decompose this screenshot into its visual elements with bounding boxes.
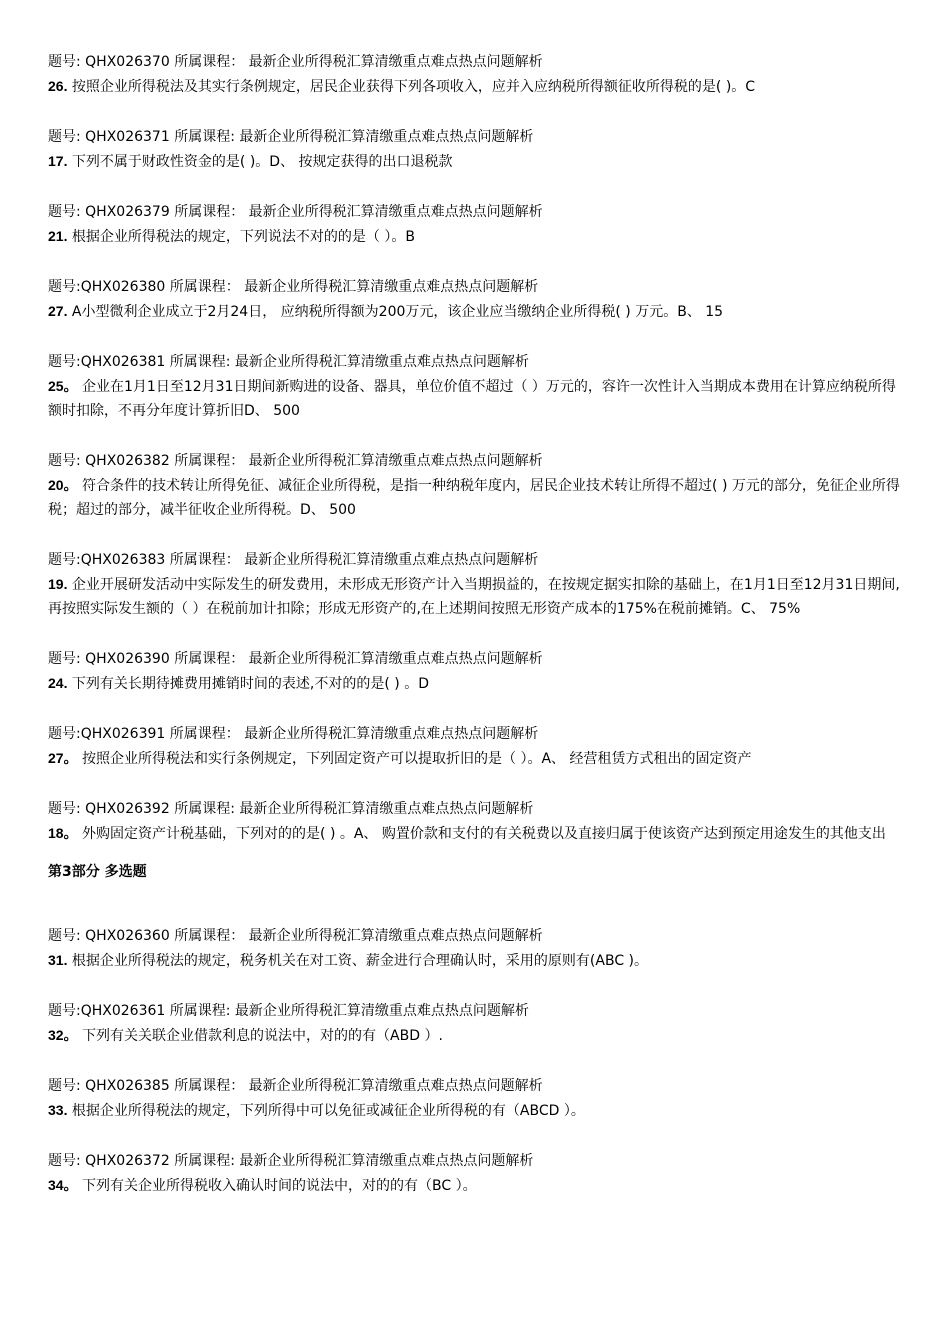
question-body: 按照企业所得税法和实行条例规定，下列固定资产可以提取折旧的是（ ）。A、 经营租赁方式租出的固定资产 [77,751,752,767]
question-block [48,924,906,973]
question-meta: 题号:QHX026361 所属课程: 最新企业所得税汇算清缴重点难点热点问题解析 [48,1003,529,1019]
question-number: 33. [48,1102,68,1118]
question-text [48,374,906,423]
question-meta: 题号: QHX026385 所属课程： 最新企业所得税汇算清缴重点难点热点问题解析 [48,1078,543,1094]
question-text [48,473,906,522]
question-body: 外购固定资产计税基础，下列对的的是( ) 。A、 购置价款和支付的有关税费以及直接归属于使该资产达到预定用途发生的其他支出 [77,826,886,842]
question-body: 根据企业所得税法的规定，下列所得中可以免征或减征企业所得税的有（ABCD ）。 [67,1103,585,1119]
question-number: 26. [48,78,68,94]
question-block [48,125,906,174]
question-text [48,224,906,249]
question-meta: 题号: QHX026382 所属课程： 最新企业所得税汇算清缴重点难点热点问题解析 [48,453,543,469]
question-meta: 题号: QHX026392 所属课程: 最新企业所得税汇算清缴重点难点热点问题解析 [48,801,534,817]
question-block [48,1149,906,1198]
document-page [48,50,906,1224]
question-meta: 题号: QHX026379 所属课程： 最新企业所得税汇算清缴重点难点热点问题解析 [48,204,543,220]
question-body: 企业在1月1日至12月31日期间新购进的设备、器具，单位价值不超过（ ）万元的，容许一次性计入当期成本费用在计算应纳税所得额时扣除，不再分年度计算折旧D、 500 [48,379,896,419]
question-text [48,948,906,973]
question-meta: 题号: QHX026372 所属课程: 最新企业所得税汇算清缴重点难点热点问题解析 [48,1153,534,1169]
question-number: 21. [48,228,68,244]
question-number: 25。 [48,378,78,394]
question-number: 17. [48,153,68,169]
question-number: 27。 [48,750,78,766]
question-text [48,572,906,621]
question-block [48,50,906,99]
question-block [48,275,906,324]
question-text [48,149,906,174]
question-text [48,1173,906,1198]
question-text [48,671,906,696]
question-block [48,200,906,249]
question-meta: 题号: QHX026360 所属课程： 最新企业所得税汇算清缴重点难点热点问题解析 [48,928,543,944]
question-number: 18。 [48,825,78,841]
question-number: 24. [48,675,68,691]
section-title: 第3部分 多选题 [48,864,147,880]
question-block [48,548,906,621]
question-text [48,1023,906,1048]
question-text [48,299,906,324]
question-block [48,722,906,771]
question-block [48,350,906,423]
question-body: 根据企业所得税法的规定，税务机关在对工资、薪金进行合理确认时，采用的原则有(ABC )。 [67,953,649,969]
question-meta: 题号:QHX026391 所属课程： 最新企业所得税汇算清缴重点难点热点问题解析 [48,726,539,742]
question-body: 按照企业所得税法及其实行条例规定，居民企业获得下列各项收入，应并入应纳税所得额征收所得税的是( )。C [67,79,756,95]
question-block [48,449,906,522]
question-body: 下列有关关联企业借款利息的说法中，对的的有（ABD ）. [77,1028,443,1044]
question-text [48,1098,906,1123]
question-body: 符合条件的技术转让所得免征、减征企业所得税，是指一种纳税年度内，居民企业技术转让所得不超过( ) 万元的部分，免征企业所得税；超过的部分，减半征收企业所得税。D、 500 [48,478,900,518]
question-meta: 题号:QHX026383 所属课程： 最新企业所得税汇算清缴重点难点热点问题解析 [48,552,539,568]
question-number: 27. [48,303,68,319]
question-body: 下列有关企业所得税收入确认时间的说法中，对的的有（BC ）。 [77,1178,477,1194]
question-body: 根据企业所得税法的规定，下列说法不对的的是（ ）。B [67,229,415,245]
question-body: 企业开展研发活动中实际发生的研发费用，未形成无形资产计入当期损益的，在按规定据实扣除的基础上，在1月1日至12月31日期间,再按照实际发生额的（ ）在税前加计扣除；形成无形资产的,在上述期间按照无形资产成本的175%在税前摊销。C、 75% [48,577,900,617]
question-block [48,999,906,1048]
question-body: 下列不属于财政性资金的是( )。D、 按规定获得的出口退税款 [67,154,453,170]
question-meta: 题号:QHX026381 所属课程: 最新企业所得税汇算清缴重点难点热点问题解析 [48,354,529,370]
question-number: 19. [48,576,68,592]
question-meta: 题号: QHX026370 所属课程： 最新企业所得税汇算清缴重点难点热点问题解析 [48,54,543,70]
question-body: 下列有关长期待摊费用摊销时间的表述,不对的的是( ) 。D [67,676,429,692]
question-number: 20。 [48,477,78,493]
question-body: A小型微利企业成立于2月24日， 应纳税所得额为200万元，该企业应当缴纳企业所得税( ) 万元。B、 15 [67,304,724,320]
question-meta: 题号: QHX026371 所属课程: 最新企业所得税汇算清缴重点难点热点问题解析 [48,129,534,145]
question-text [48,74,906,99]
question-number: 31. [48,952,68,968]
question-text [48,821,906,846]
question-text [48,746,906,771]
question-block [48,797,906,846]
question-meta: 题号:QHX026380 所属课程： 最新企业所得税汇算清缴重点难点热点问题解析 [48,279,539,295]
question-meta: 题号: QHX026390 所属课程： 最新企业所得税汇算清缴重点难点热点问题解析 [48,651,543,667]
question-number: 32。 [48,1027,78,1043]
question-block [48,1074,906,1123]
question-block [48,647,906,696]
question-number: 34。 [48,1177,78,1193]
